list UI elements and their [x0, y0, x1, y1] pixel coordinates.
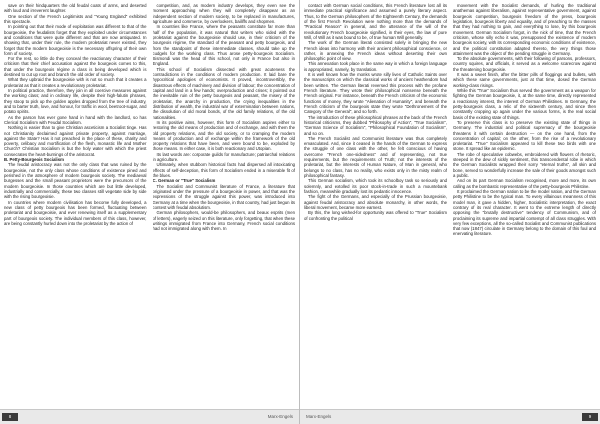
paragraph: Its last words are: corporate guilds for manufacture; patriarchal relations in agriculture. — [152, 151, 295, 163]
paragraph: This German socialism, which took its schoolboy task so seriously and solemnly, and extolled its poor stock-in-trade in such a mountebank fashion, meanwhile gradually lost its pedantic innocence. — [304, 178, 447, 194]
paragraph: It proclaimed the German nation to be the model nation, and the German petty Philistine to be the typical man. To every villainous meanness of this model man, it gave a hidden, higher, Socialistic interpretation, the exact contrary of its real character. It went to the extreme length of directly opposing the "brutally destructive" tendency of Communism, and of proclaiming its supreme and impartial contempt of all class struggles. With very few exceptions, all the so-called Socialist and Communist publications that now (1847) circulate in Germany belong to the domain of this foul and enervating literature. — [453, 188, 596, 237]
paragraph: What they upbraid the bourgeoisie with is not so much that it creates a proletariat as that it creates a revolutionary proletariat. — [4, 77, 147, 88]
paragraph: It was a sweet finish, after the bitter pills of floggings and bullets, with which these same governments, just at that time, dosed the German working-class risings. — [453, 72, 596, 88]
paragraph: This annexation took place in the same way in which a foreign language is appropriated, namely, by translation. — [304, 61, 447, 72]
paragraph: The fight of the Germans, and especially of the Prussian bourgeoisie, against feudal aristocracy and absolute monarchy, in other words, the liberal movement, became more earnest. — [304, 194, 447, 210]
right-footer-author: Marx-Engels — [306, 414, 332, 419]
paragraph: competition, and, as modern industry develops, they even see the moment approaching when they will completely disappear as an independent section of modern society, to be replaced in manufactures, agriculture and commerce, by overlookers, bailiffs and shopmen. — [152, 3, 295, 24]
paragraph: In its positive aims, however, this form of Socialism aspires either to restoring the old means of production and of exchange, and with them the old property relations, and the old society, or to cramping the modern means of production and of exchange within the framework of the old property relations that have been, and were bound to be, exploded by those means. In either case, it is both reactionary and Utopian. — [152, 119, 295, 152]
paragraph: save on their hindquarters the old feudal coats of arms, and deserted with loud and irreverent laughter. — [4, 3, 147, 14]
right-page-footer — [300, 409, 600, 424]
paragraph: The Socialist and Communist literature of France, a literature that originated under the pressure of a bourgeoisie in power, and that was the expressions of the struggle against this power, was introduced into Germany at a time when the bourgeoisie, in that country, had just begun its contest with feudal absolutism. — [152, 183, 295, 210]
paragraph: This school of Socialism dissected with great acuteness the contradictions in the conditions of modern production. It laid bare the hypocritical apologies of economists. It proved, incontrovertibly, the disastrous effects of machinery and division of labour; the concentration of capital and land in a few hands; overproduction and crises; it pointed out the inevitable ruin of the petty bourgeois and peasant, the misery of the proletariat, the anarchy in production, the crying inequalities in the distribution of wealth, the industrial war of extermination between nations, the dissolution of old moral bonds, of the old family relations, of the old nationalities. — [152, 66, 295, 120]
paragraph: In countries like France, where the peasants constitute far more than half of the population, it was natural that writers who sided with the proletariat against the bourgeoisie should use, in their criticism of the bourgeois régime, the standard of the peasant and petty bourgeois, and from the standpoint of these intermediate classes, should take up the cudgels for the working class. Thus arose petty-bourgeois Socialism. Sismondi was the head of this school, not only in France but also in England. — [152, 24, 295, 67]
paragraph: The work of the German literati consisted solely in bringing the new French ideas into harmony with their ancient philosophical conscience, or rather, in annexing the French ideas without deserting their own philosophic point of view. — [304, 40, 447, 62]
paragraph: In countries where modern civilisation has become fully developed, a new class of petty bourgeois has been formed, fluctuating between proletariat and bourgeoisie, and ever renewing itself as a supplementary part of bourgeois society. The individual members of this class, however, are being constantly hurled down into the proletariat by the action of — [4, 199, 147, 226]
paragraph: Ultimately, when stubborn historical facts had dispersed all intoxicating effects of self-deception, this form of Socialism ended in a miserable fit of the blues. — [152, 162, 295, 178]
paragraph: To preserve this class is to preserve the existing state of things in Germany. The industrial and political supremacy of the bourgeoisie threatens it with certain destruction — on the one hand, from the concentration of capital; on the other, from the rise of a revolutionary proletariat. "True" Socialism appeared to kill these two birds with one stone. It spread like an epidemic. — [453, 119, 596, 152]
paragraph: movement with the Socialist demands, of hurling the traditional anathemas against liberalism, against representative government, against bourgeois competition, bourgeois freedom of the press, bourgeois legislation, bourgeois liberty and equality, and of preaching to the masses that they had nothing to gain, and everything to lose, by this bourgeois movement. German Socialism forgot, in the nick of time, that the French criticism, whose silly echo it was, presupposed the existence of modern bourgeois society, with its corresponding economic conditions of existence, and the political constitution adapted thereto, the very things those attainment was the object of the pending struggle in Germany. — [453, 3, 596, 56]
paragraph: The robe of speculative cobwebs, embroidered with flowers of rhetoric, steeped in the dew of sickly sentiment, this transcendental robe in which the German Socialists wrapped their sorry "eternal truths", all skin and bone, served to wonderfully increase the sale of their goods amongst such a public. — [453, 151, 596, 178]
left-page-number: 8 — [2, 413, 18, 421]
paragraph: It is well known how the monks wrote silly lives of Catholic Saints over the manuscripts on which the classical works of ancient heathendom had been written. The German literati reversed this process with the profane French literature. They wrote their philosophical nonsense beneath the French original. For instance, beneath the French criticism of the economic functions of money, they wrote "Alienation of Humanity", and beneath the French criticism of the bourgeois state they wrote "Dethronement of the Category of the General", and so forth. — [304, 72, 447, 115]
paragraph: In political practice, therefore, they join in all coercive measures against the working class; and in ordinary life, despite their high-falutin phrases, they stoop to pick up the golden apples dropped from the tree of industry, and to barter truth, love, and honour, for traffic in wool, beetroot-sugar, and potato spirits. — [4, 88, 147, 115]
paragraph: For the rest, so little do they conceal the reactionary character of their criticism that their chief accusation against the bourgeois comes to this, that under the bourgeois régime a class is being developed which is destined to cut up root and branch the old order of society. — [4, 56, 147, 78]
left-page-columns — [4, 3, 295, 408]
left-page-footer — [0, 409, 299, 424]
paragraph: By this, the long wished-for opportunity was offered to "True" Socialism of confronting the political — [304, 210, 447, 221]
paragraph: One section of the French Legitimists and "Young England" exhibited this spectacle. — [4, 13, 147, 24]
paragraph: The introduction of these philosophical phrases at the back of the French historical criticisms, they dubbed "Philosophy of Action", "True Socialism", "German Science of Socialism", "Philosophical Foundation of Socialism", and so on. — [304, 114, 447, 136]
left-page-column-1 — [4, 3, 147, 408]
paragraph: The feudal aristocracy was not the only class that was ruined by the bourgeoisie, not the only class whose conditions of existence pined and perished in the atmosphere of modern bourgeois society. The mediaeval burgesses and the small peasant proprietors were the precursors of the modern bourgeoisie. In those countries which are but little developed, industrially and commercially, these two classes still vegetate side by side with the rising bourgeoisie. — [4, 162, 147, 200]
left-page-column-2 — [153, 3, 296, 408]
section-heading: C. German or "True" Socialism — [152, 178, 216, 184]
right-page-column-2 — [453, 3, 596, 408]
paragraph: contact with German social conditions, this French literature lost all its immediate practical significance and assumed a purely literary aspect. Thus, to the German philosophers of the Eighteenth Century, the demands of the first French Revolution were nothing more than the demands of "Practical Reason" in general, and the utterance of the will of the revolutionary French bourgeoisie signified, in their eyes, the law of pure Will, of Will as it was bound to be, of true human Will generally. — [304, 3, 447, 40]
paragraph: The French Socialist and Communist literature was thus completely emasculated. And, since it ceased in the hands of the German to express the struggle of one class with the other, he felt conscious of having overcome "French one-sidedness" and of representing, not true requirements, but the requirements of Truth; not the interests of the proletariat, but the interests of Human Nature, of Man in general, who belongs to no class, has no reality, who exists only in the misty realm of philosophical fantasy. — [304, 135, 447, 178]
paragraph: Nothing is easier than to give Christian asceticism a Socialist tinge. Has not Christianity declaimed against private property, against marriage, against the State? Has it not preached in the place of these, charity and poverty, celibacy and mortification of the flesh, monastic life and Mother Church? Christian Socialism is but the holy water with which the priest consecrates the heart-burnings of the aristocrat. — [4, 125, 147, 157]
paragraph: While this "True" Socialism thus served the government as a weapon for fighting the German bourgeoisie, it, at the same time, directly represented a reactionary interest, the interest of German Philistines. In Germany, the petty-bourgeois class, a relic of the sixteenth century, and since then constantly cropping up again under the various forms, is the real social basis of the existing state of things. — [453, 88, 596, 120]
paragraph: In pointing out that their mode of exploitation was different to that of the bourgeoisie, the feudalists forget that they exploited under circumstances and conditions that were quite different and that are now antiquated. In showing that, under their rule, the modern proletariat never existed, they forget that the modern bourgeoisie is the necessary offspring of their own form of society. — [4, 24, 147, 56]
paragraph: German philosophers, would-be philosophers, and beaux esprits (men of letters), eagerly seized on this literature, only forgetting, that when these writings immigrated from France into Germany, French social conditions had not immigrated along with them. In — [152, 210, 295, 232]
paragraph: And on its part German Socialism recognised, more and more, its own calling as the bombastic representative of the petty-bourgeois Philistine. — [453, 178, 596, 189]
right-page — [300, 0, 600, 424]
paragraph: To the absolute governments, with their following of parsons, professors, country squires, and officials, it served as a welcome scarecrow against the threatening bourgeoisie. — [453, 56, 596, 72]
right-page-column-1 — [304, 3, 447, 408]
right-page-number: 9 — [582, 413, 598, 421]
right-page-columns — [304, 3, 596, 408]
left-footer-author: Marx-Engels — [267, 414, 293, 419]
paragraph: As the parson has ever gone hand in hand with the landlord, so has Clerical Socialism with Feudal Socialism. — [4, 114, 147, 125]
section-heading: B. Petty-Bourgeois Socialism — [4, 157, 64, 163]
